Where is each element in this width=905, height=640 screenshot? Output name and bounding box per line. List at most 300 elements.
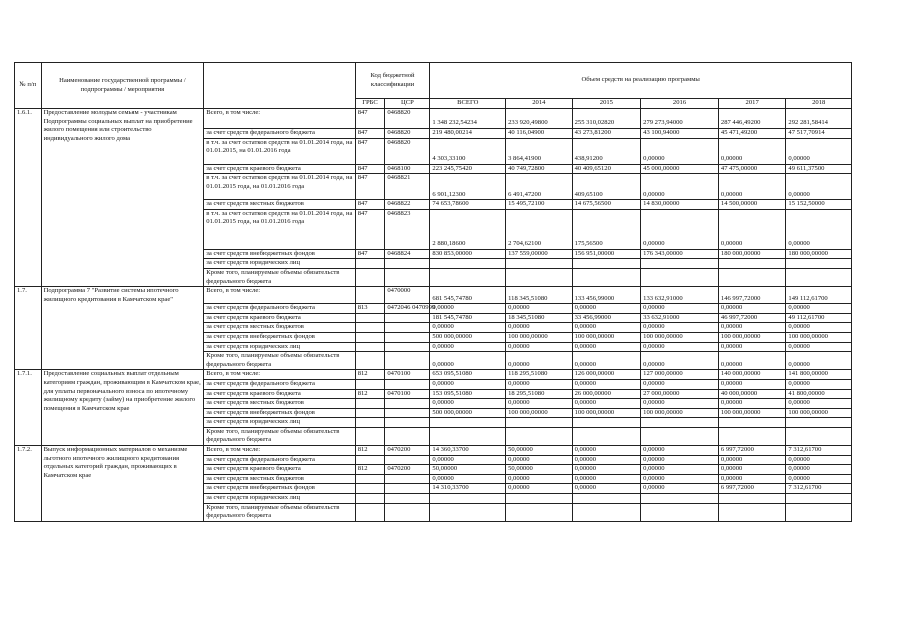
value-2014-cell: 0,00000 [506,323,573,333]
value-2016-cell [641,418,719,428]
grbs-cell: 812 [355,370,385,380]
value-2014-cell: 18 345,51080 [506,313,573,323]
value-2018-cell: 0,00000 [786,474,852,484]
value-2017-cell [718,427,786,445]
grbs-cell [355,427,385,445]
csr-cell: 0468100 [385,164,430,174]
grbs-cell [355,455,385,465]
value-2016-cell: 100 000,00000 [641,408,719,418]
total-cell: 153 095,51080 [430,389,506,399]
value-2017-cell: 100 000,00000 [718,408,786,418]
value-2014-cell [506,427,573,445]
csr-cell: 0470200 [385,446,430,456]
funding-source-cell: за счет средств юридических лиц [204,494,355,504]
section-name: Предоставление молодым семьям - участникам Подпрограммы социальных выплат на приобретение жилого помещения или строительство индивидуального жилого дома [41,109,204,287]
total-cell [430,503,506,521]
funding-source-cell: за счет средств внебюджетных фондов [204,332,355,342]
funding-source-cell: за счет средств юридических лиц [204,418,355,428]
year-header-2016: 2016 [641,99,719,109]
value-2018-cell [786,427,852,445]
value-2015-cell: 43 273,81200 [572,129,641,139]
value-2016-cell: 0,00000 [641,465,719,475]
budget-table-sheet [14,62,852,522]
total-cell: 1 348 232,54234 [430,109,506,129]
grbs-cell: 847 [355,109,385,129]
value-2014-cell: 0,00000 [506,379,573,389]
value-2015-cell: 0,00000 [572,379,641,389]
value-2018-cell [786,418,852,428]
value-2018-cell: 7 312,61700 [786,446,852,456]
total-cell: 0,00000 [430,304,506,314]
total-cell [430,268,506,286]
value-2015-cell: 0,00000 [572,455,641,465]
value-2018-cell [786,494,852,504]
total-cell [430,427,506,445]
value-2018-cell: 41 800,00000 [786,389,852,399]
value-2017-cell: 0,00000 [718,304,786,314]
col-no-header: № п/п [15,63,42,109]
value-2016-cell: 0,00000 [641,342,719,352]
value-2017-cell: 0,00000 [718,455,786,465]
total-cell: 0,00000 [430,379,506,389]
value-2014-cell: 18 295,51080 [506,389,573,399]
total-cell: 681 545,74780 [430,287,506,304]
csr-cell [385,268,430,286]
value-2018-cell: 49 112,61700 [786,313,852,323]
value-2016-cell: 133 632,91000 [641,287,719,304]
value-2018-cell: 180 000,00000 [786,249,852,259]
value-2017-cell: 0,00000 [718,379,786,389]
value-2014-cell: 2 704,62100 [506,209,573,249]
value-2016-cell [641,427,719,445]
funding-source-cell: за счет средств местных бюджетов [204,200,355,210]
value-2018-cell: 47 517,70914 [786,129,852,139]
value-2015-cell: 0,00000 [572,399,641,409]
grbs-cell [355,503,385,521]
grbs-cell: 847 [355,164,385,174]
grbs-cell [355,379,385,389]
value-2018-cell: 292 281,58414 [786,109,852,129]
grbs-cell [355,352,385,370]
total-cell: 14 310,33700 [430,484,506,494]
funding-source-cell: Кроме того, планируемые объемы обязательств федерального бюджета [204,503,355,521]
csr-cell [385,313,430,323]
value-2014-cell: 0,00000 [506,455,573,465]
value-2017-cell: 0,00000 [718,352,786,370]
value-2015-cell: 14 675,56500 [572,200,641,210]
value-2014-cell: 233 920,49800 [506,109,573,129]
value-2015-cell: 255 310,02820 [572,109,641,129]
value-2014-cell: 0,00000 [506,342,573,352]
grbs-cell: 812 [355,389,385,399]
csr-cell: 0468820 [385,109,430,129]
value-2018-cell: 149 112,61700 [786,287,852,304]
total-cell: 2 880,18600 [430,209,506,249]
csr-cell: 0468822 [385,200,430,210]
grbs-cell [355,342,385,352]
value-2015-cell [572,259,641,269]
value-2015-cell: 100 000,00000 [572,332,641,342]
grbs-cell: 847 [355,174,385,200]
value-2016-cell: 0,00000 [641,209,719,249]
value-2016-cell: 33 632,91000 [641,313,719,323]
table-body [15,109,852,522]
value-2017-cell: 140 000,00000 [718,370,786,380]
value-2014-cell: 0,00000 [506,474,573,484]
funding-source-cell: за счет средств краевого бюджета [204,164,355,174]
section-name: Подпрограмма 7 "Развитие системы ипотечного жилищного кредитования в Камчатском крае" [41,287,204,370]
value-2014-cell: 118 345,51080 [506,287,573,304]
value-2014-cell: 40 116,04900 [506,129,573,139]
funding-source-cell: за счет средств местных бюджетов [204,399,355,409]
grbs-cell [355,332,385,342]
value-2014-cell: 100 000,00000 [506,408,573,418]
value-2018-cell [786,268,852,286]
grbs-cell [355,323,385,333]
funding-source-cell: за счет средств краевого бюджета [204,389,355,399]
table-row [15,109,852,129]
csr-cell [385,342,430,352]
value-2018-cell: 0,00000 [786,138,852,164]
value-2015-cell: 156 951,00000 [572,249,641,259]
total-cell: 500 000,00000 [430,332,506,342]
grbs-cell [355,259,385,269]
value-2014-cell: 6 491,47200 [506,174,573,200]
value-2015-cell [572,427,641,445]
csr-cell: 0470000 [385,287,430,304]
value-2015-cell: 175,56500 [572,209,641,249]
value-2015-cell: 100 000,00000 [572,408,641,418]
csr-cell [385,503,430,521]
value-2017-cell: 40 000,00000 [718,389,786,399]
value-2014-cell: 137 559,00000 [506,249,573,259]
col-amount-header: Объем средств на реализацию программы [430,63,852,99]
sub-total-header: ВСЕГО [430,99,506,109]
col-name-header: Наименование государственной программы / подпрограммы / мероприятия [41,63,204,109]
value-2018-cell: 49 611,37500 [786,164,852,174]
funding-source-cell: за счет средств местных бюджетов [204,323,355,333]
value-2014-cell: 118 295,51080 [506,370,573,380]
funding-source-cell: за счет средств федерального бюджета [204,129,355,139]
value-2014-cell [506,494,573,504]
value-2015-cell: 0,00000 [572,323,641,333]
value-2017-cell: 100 000,00000 [718,332,786,342]
value-2017-cell: 45 471,49200 [718,129,786,139]
value-2018-cell: 0,00000 [786,465,852,475]
csr-cell: 0470100 [385,370,430,380]
value-2017-cell [718,418,786,428]
total-cell [430,259,506,269]
total-cell: 0,00000 [430,323,506,333]
value-2015-cell: 133 456,99000 [572,287,641,304]
value-2016-cell: 0,00000 [641,455,719,465]
value-2016-cell [641,259,719,269]
value-2017-cell: 0,00000 [718,323,786,333]
csr-cell: 0468820 [385,138,430,164]
value-2015-cell: 0,00000 [572,352,641,370]
total-cell: 0,00000 [430,399,506,409]
grbs-cell [355,494,385,504]
grbs-cell: 847 [355,200,385,210]
budget-table [14,62,852,522]
value-2018-cell: 15 152,50000 [786,200,852,210]
value-2018-cell: 100 000,00000 [786,408,852,418]
csr-cell [385,259,430,269]
grbs-cell [355,268,385,286]
value-2018-cell: 0,00000 [786,304,852,314]
value-2016-cell: 0,00000 [641,352,719,370]
total-cell: 14 360,33700 [430,446,506,456]
funding-source-cell: за счет средств юридических лиц [204,259,355,269]
value-2018-cell: 0,00000 [786,342,852,352]
col-code-header: Код бюджетной классификации [355,63,430,99]
value-2015-cell [572,268,641,286]
value-2018-cell: 0,00000 [786,399,852,409]
value-2018-cell [786,259,852,269]
csr-cell [385,427,430,445]
total-cell: 223 245,75420 [430,164,506,174]
value-2015-cell: 0,00000 [572,465,641,475]
value-2016-cell: 45 000,00000 [641,164,719,174]
value-2016-cell: 43 100,94000 [641,129,719,139]
value-2014-cell: 50,00000 [506,446,573,456]
table-row [15,446,852,456]
csr-cell [385,399,430,409]
funding-source-cell: Всего, в том числе: [204,287,355,304]
funding-source-cell: за счет средств юридических лиц [204,342,355,352]
funding-source-cell: за счет средств внебюджетных фондов [204,249,355,259]
value-2017-cell: 0,00000 [718,174,786,200]
value-2014-cell: 0,00000 [506,399,573,409]
total-cell: 0,00000 [430,455,506,465]
value-2017-cell: 14 500,00000 [718,200,786,210]
total-cell: 0,00000 [430,474,506,484]
value-2014-cell [506,268,573,286]
csr-cell [385,474,430,484]
value-2017-cell: 0,00000 [718,465,786,475]
funding-source-cell: за счет средств федерального бюджета [204,304,355,314]
value-2015-cell: 126 000,00000 [572,370,641,380]
value-2015-cell [572,503,641,521]
csr-cell [385,408,430,418]
value-2018-cell: 0,00000 [786,323,852,333]
value-2016-cell: 0,00000 [641,174,719,200]
funding-source-cell: Кроме того, планируемые объемы обязательств федерального бюджета [204,352,355,370]
grbs-cell [355,418,385,428]
value-2017-cell: 0,00000 [718,209,786,249]
csr-cell: 0472046 0470999 [385,304,430,314]
year-header-2015: 2015 [572,99,641,109]
value-2018-cell: 0,00000 [786,174,852,200]
value-2016-cell: 14 830,00000 [641,200,719,210]
grbs-cell [355,313,385,323]
value-2016-cell: 0,00000 [641,474,719,484]
csr-cell [385,494,430,504]
value-2016-cell: 0,00000 [641,399,719,409]
csr-cell: 0470100 [385,389,430,399]
value-2017-cell: 0,00000 [718,474,786,484]
value-2016-cell: 0,00000 [641,484,719,494]
total-cell: 653 095,51080 [430,370,506,380]
value-2017-cell [718,503,786,521]
value-2014-cell: 0,00000 [506,304,573,314]
grbs-cell: 812 [355,465,385,475]
value-2014-cell: 100 000,00000 [506,332,573,342]
value-2014-cell: 3 864,41900 [506,138,573,164]
total-cell [430,494,506,504]
value-2017-cell [718,268,786,286]
value-2015-cell: 0,00000 [572,342,641,352]
value-2017-cell: 0,00000 [718,138,786,164]
value-2016-cell [641,494,719,504]
value-2015-cell: 0,00000 [572,474,641,484]
total-cell: 50,00000 [430,465,506,475]
funding-source-cell: в т.ч. за счет остатков средств на 01.01.2014 года, на 01.01.2015 года, на 01.01.2016 года [204,209,355,249]
funding-source-cell: за счет средств краевого бюджета [204,465,355,475]
grbs-cell: 812 [355,446,385,456]
csr-cell [385,484,430,494]
value-2015-cell: 0,00000 [572,446,641,456]
value-2017-cell: 0,00000 [718,342,786,352]
value-2016-cell: 127 000,00000 [641,370,719,380]
value-2016-cell: 279 273,94000 [641,109,719,129]
value-2017-cell: 180 000,00000 [718,249,786,259]
value-2016-cell [641,503,719,521]
value-2014-cell [506,259,573,269]
total-cell: 74 653,78600 [430,200,506,210]
year-header-2014: 2014 [506,99,573,109]
csr-cell: 0468824 [385,249,430,259]
csr-cell: 0468820 [385,129,430,139]
value-2017-cell [718,259,786,269]
grbs-cell [355,287,385,304]
value-2016-cell: 176 343,00000 [641,249,719,259]
csr-cell [385,379,430,389]
value-2015-cell [572,494,641,504]
value-2014-cell: 15 495,72100 [506,200,573,210]
funding-source-cell: за счет средств федерального бюджета [204,379,355,389]
grbs-cell [355,399,385,409]
grbs-cell: 847 [355,249,385,259]
funding-source-cell: в т.ч. за счет остатков средств на 01.01.2014 года, на 01.01.2015, на 01.01.2016 года [204,138,355,164]
funding-source-cell: Всего, в том числе: [204,370,355,380]
csr-cell [385,455,430,465]
section-name: Выпуск информационных материалов о механизме льготного ипотечного жилищного кредитования отдельных категорий граждан, проживающих в Камчатском крае [41,446,204,522]
value-2018-cell: 0,00000 [786,209,852,249]
value-2017-cell [718,494,786,504]
sub-grbs-header: ГРБС [355,99,385,109]
total-cell: 0,00000 [430,342,506,352]
total-cell: 6 901,12300 [430,174,506,200]
value-2016-cell: 0,00000 [641,323,719,333]
grbs-cell [355,484,385,494]
value-2015-cell: 0,00000 [572,484,641,494]
value-2018-cell: 0,00000 [786,455,852,465]
grbs-cell [355,408,385,418]
value-2015-cell: 26 000,00000 [572,389,641,399]
csr-cell [385,323,430,333]
value-2017-cell: 6 997,72000 [718,484,786,494]
funding-source-cell: Кроме того, планируемые объемы обязательств федерального бюджета [204,268,355,286]
section-number: 1.7. [15,287,42,370]
value-2015-cell: 409,65100 [572,174,641,200]
value-2016-cell: 0,00000 [641,138,719,164]
total-cell: 219 480,00214 [430,129,506,139]
grbs-cell: 813 [355,304,385,314]
funding-source-cell: за счет средств федерального бюджета [204,455,355,465]
value-2016-cell: 100 000,00000 [641,332,719,342]
section-number: 1.7.1. [15,370,42,446]
csr-cell: 0470200 [385,465,430,475]
value-2014-cell: 0,00000 [506,352,573,370]
value-2014-cell: 0,00000 [506,484,573,494]
funding-source-cell: в т.ч. за счет остатков средств на 01.01.2014 года, на 01.01.2015 года, на 01.01.2016 года [204,174,355,200]
grbs-cell: 847 [355,138,385,164]
year-header-2017: 2017 [718,99,786,109]
total-cell: 830 853,00000 [430,249,506,259]
total-cell: 4 303,33100 [430,138,506,164]
value-2014-cell [506,418,573,428]
funding-source-cell: Всего, в том числе: [204,109,355,129]
value-2016-cell: 0,00000 [641,379,719,389]
value-2017-cell: 6 997,72000 [718,446,786,456]
value-2018-cell: 7 312,61700 [786,484,852,494]
value-2018-cell: 100 000,00000 [786,332,852,342]
grbs-cell [355,474,385,484]
value-2015-cell: 438,91200 [572,138,641,164]
value-2014-cell [506,503,573,521]
csr-cell [385,418,430,428]
funding-source-cell: за счет средств внебюджетных фондов [204,408,355,418]
total-cell: 0,00000 [430,352,506,370]
value-2014-cell: 40 749,72800 [506,164,573,174]
value-2017-cell: 287 446,49200 [718,109,786,129]
value-2018-cell [786,503,852,521]
table-row [15,370,852,380]
csr-cell: 0468823 [385,209,430,249]
csr-cell [385,332,430,342]
csr-cell [385,352,430,370]
table-row [15,287,852,304]
value-2017-cell: 146 997,72000 [718,287,786,304]
value-2016-cell [641,268,719,286]
value-2014-cell: 50,00000 [506,465,573,475]
value-2015-cell: 0,00000 [572,304,641,314]
total-cell: 500 000,00000 [430,408,506,418]
value-2016-cell: 0,00000 [641,304,719,314]
value-2015-cell: 33 456,99000 [572,313,641,323]
sub-csr-header: ЦСР [385,99,430,109]
col-source-header [204,63,355,109]
year-header-2018: 2018 [786,99,852,109]
grbs-cell: 847 [355,129,385,139]
total-cell [430,418,506,428]
value-2017-cell: 47 475,00000 [718,164,786,174]
value-2016-cell: 0,00000 [641,446,719,456]
funding-source-cell: за счет средств краевого бюджета [204,313,355,323]
funding-source-cell: Всего, в том числе: [204,446,355,456]
value-2015-cell: 40 409,65120 [572,164,641,174]
value-2018-cell: 0,00000 [786,379,852,389]
value-2015-cell [572,418,641,428]
funding-source-cell: за счет средств местных бюджетов [204,474,355,484]
value-2016-cell: 27 000,00000 [641,389,719,399]
table-header-row [15,63,852,99]
csr-cell: 0468821 [385,174,430,200]
value-2018-cell: 141 800,00000 [786,370,852,380]
section-number: 1.6.1. [15,109,42,287]
grbs-cell: 847 [355,209,385,249]
